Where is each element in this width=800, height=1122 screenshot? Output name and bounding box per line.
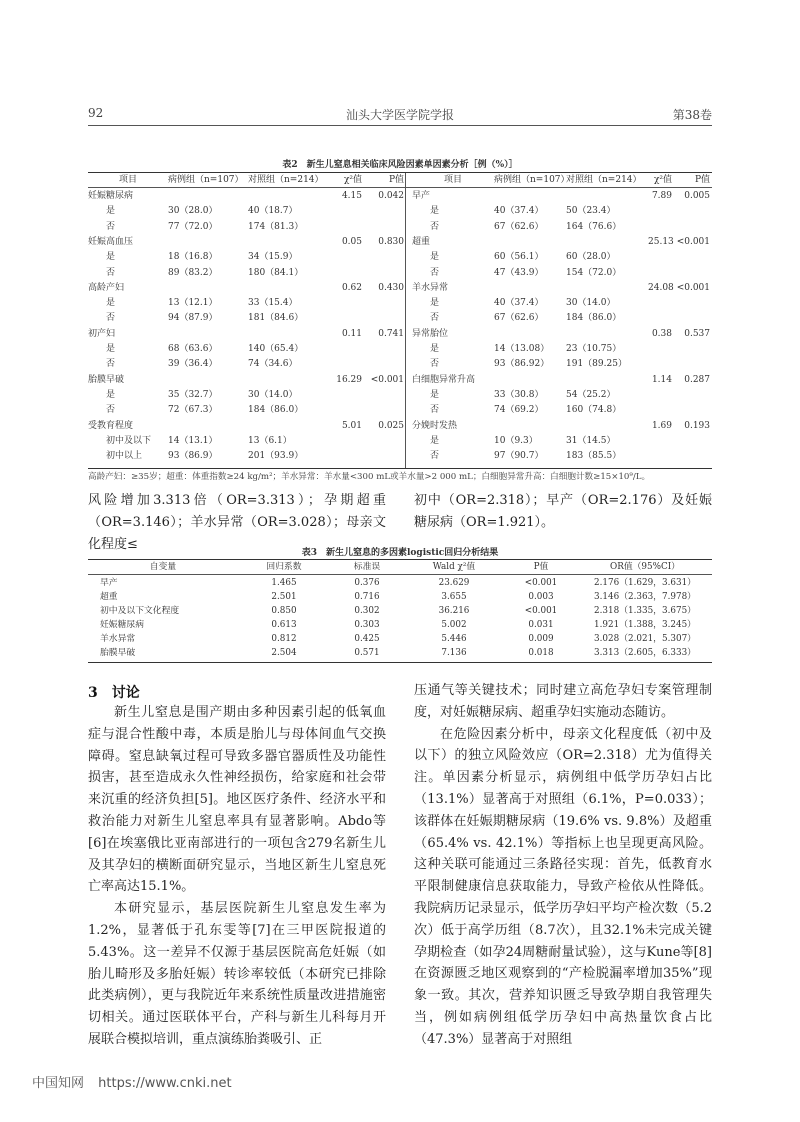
table2-cell: 10（9.3） [494, 435, 538, 446]
table2-cell: 否 [106, 221, 116, 232]
table2-cell: 否 [430, 267, 440, 278]
table2-cell: 0.287 [684, 374, 710, 385]
table2-cell: 5.01 [341, 420, 362, 431]
table2-row [0, 404, 800, 417]
table2-cell: 33（15.4） [248, 298, 298, 309]
table2-cell: 0.005 [684, 191, 710, 201]
discussion-right-column [414, 680, 712, 1051]
table2-cell: 93（86.9） [168, 451, 218, 462]
table2-cell: 14（13.1） [168, 435, 218, 446]
table2-cell: 是 [106, 344, 116, 354]
table2-cell: 初中以上 [106, 451, 143, 462]
table2-cell: 7.89 [651, 191, 672, 201]
table2-cell: 高龄产妇 [88, 282, 125, 293]
table3-row [88, 577, 712, 590]
table3-row [88, 633, 712, 646]
table3-row [88, 647, 712, 660]
table3-cell: 0.018 [528, 648, 554, 658]
table3-cell: 0.716 [354, 592, 380, 602]
table2-cell: 174（81.3） [248, 221, 304, 232]
table3-cell: 3.028（2.021，5.307） [594, 634, 696, 644]
table2-row [0, 312, 800, 325]
table2-row [0, 420, 800, 433]
table2-cell: 否 [430, 221, 440, 232]
table2-cell: 胎膜早破 [88, 374, 125, 385]
table2-cell: 13（12.1） [168, 298, 218, 309]
table3-cell: <0.001 [524, 606, 558, 616]
table3-top-rule [88, 559, 712, 560]
table2-cell: 0.38 [651, 328, 672, 339]
table2-cell: 超重 [412, 236, 431, 247]
table2-cell: 是 [106, 389, 116, 400]
table2-cell: 50（23.4） [566, 206, 616, 217]
table2-cell: 23（10.75） [566, 344, 622, 354]
table2-cell: 67（62.6） [494, 221, 544, 232]
table2-cell: 35（32.7） [168, 389, 218, 400]
table2-header-cell: P值 [388, 175, 404, 185]
page-number: 92 [88, 106, 104, 120]
discussion-para: 本研究显示，基层医院新生儿窒息发生率为1.2%，显著低于孔东雯等[7]在三甲医院报道的5.43%。这一差异不仅源于基层医院高危妊娠（如胎儿畸形及多胎妊娠）转诊率较低（本研究已排除此类病例），更与我院近年来系统性质量改进措施密切相关。通过医联体平台，产科与新生儿科每月开展联合模拟培训，重点演练胎粪吸引、正 [88, 901, 386, 1047]
table3-cell: 初中及以下文化程度 [100, 606, 180, 616]
table2-cell: 受教育程度 [88, 420, 134, 431]
table2-cell: 72（67.3） [168, 405, 218, 416]
table2-row [0, 282, 800, 295]
table2-cell: 24.08 [648, 282, 674, 293]
table2-cell: 40（18.7） [248, 206, 298, 217]
table2-cell: 1.14 [651, 374, 672, 385]
table3-cell: 0.031 [528, 620, 554, 630]
table2-cell: 否 [430, 313, 440, 324]
table2-header-cell: χ²值 [343, 175, 362, 185]
table2-cell: 154（72.0） [566, 267, 622, 278]
table2-cell: 77（72.0） [168, 221, 218, 232]
footer-site-name: 中国知网 [32, 1076, 85, 1091]
table2-cell: 4.15 [341, 191, 362, 201]
table3-cell: 0.376 [354, 578, 380, 588]
table2-cell: 0.830 [378, 236, 404, 247]
table2-cell: 0.025 [378, 420, 404, 431]
table2-row [0, 389, 800, 402]
table2-header-cell: χ²值 [653, 175, 672, 185]
table3-header-cell: 回归系数 [266, 562, 302, 572]
table3-cell: 0.613 [271, 620, 297, 630]
table3-cell: 2.504 [271, 648, 297, 658]
table2-note: 高龄产妇：≥35岁；超重：体重指数≥24 kg/m²；羊水异常：羊水量<300 mL或羊水量>2 000 mL；白细胞异常升高：白细胞计数≥15×10⁹/L。 [88, 472, 651, 482]
table2-cell: 25.13 [648, 236, 674, 247]
footer [32, 1072, 242, 1091]
table2-row [0, 374, 800, 387]
discussion-para: 在危险因素分析中，母亲文化程度低（初中及以下）的独立风险效应（OR=2.318）尤为值得关注。单因素分析显示，病例组中低学历孕妇占比（13.1%）显著高于对照组（6.1%，P=0.033）；该群体在妊娠期糖尿病（19.6% vs. 9.8%）及超重（65.4% vs. 42.1%）等指标上也呈现更高风险。这种关联可能通过三条路径实现：首先，低教育水平限制健康信息获取能力，导致产检依从性降低。我院病历记录显示，低学历孕妇平均产检次数（5.2次）低于高学历组（8.7次），且32.1%未完成关键孕期检查（如孕24周糖耐量试验），这与Kune等[8]在资源匮乏地区观察到的“产检脱漏率增加35%”现象一致。其次，营养知识匮乏导致孕期自我管理失当，例如病例组低学历孕妇中高热量饮食占比（47.3%）显著高于对照组 [414, 726, 712, 1047]
table2-cell: 羊水异常 [412, 282, 449, 293]
table2-cell: 31（14.5） [566, 435, 616, 446]
table2-cell: 40（37.4） [494, 298, 544, 309]
table2-cell: 74（69.2） [494, 405, 544, 416]
table2-header-cell: 对照组（n=214） [248, 175, 324, 185]
table2-cell: 白细胞异常升高 [412, 374, 476, 385]
table3-cell: 36.216 [438, 606, 470, 616]
table2-cell: 30（28.0） [168, 206, 218, 217]
table2-cell: <0.001 [370, 374, 404, 385]
table2-row [0, 435, 800, 448]
table3-header-cell: Wald χ²值 [432, 562, 476, 572]
table3-cell: 羊水异常 [100, 634, 136, 644]
table2-cell: 否 [106, 405, 116, 416]
table2-cell: 早产 [412, 191, 431, 201]
table2-cell: 180（84.1） [248, 267, 304, 278]
volume-label: 第38卷 [672, 108, 712, 122]
table2-cell: 94（87.9） [168, 313, 218, 324]
table2-cell: 是 [106, 298, 116, 309]
table2-bottom-rule [88, 468, 712, 469]
para-left-text: 风险增加3.313倍（OR=3.313）；孕期超重（OR=3.146）；羊水异常（OR=3.028）；母亲文化程度≤ [88, 493, 386, 552]
table2-cell: 183（85.5） [566, 451, 622, 462]
table2-row [0, 221, 800, 234]
table3-cell: 1.921（1.388，3.245） [594, 620, 696, 630]
table2-cell: 是 [430, 344, 440, 354]
table2-cell: 0.11 [341, 328, 362, 339]
table2-cell: 0.430 [378, 282, 404, 293]
table2-cell: 是 [430, 206, 440, 217]
table2-cell: 14（13.08） [494, 344, 550, 354]
table2-row [0, 190, 800, 203]
table3-cell: 3.146（2.363，7.978） [594, 592, 696, 602]
table3-cell: 0.571 [354, 648, 380, 658]
table2-cell: 33（30.8） [494, 389, 544, 400]
table2-header-cell: 对照组（n=214） [566, 175, 642, 185]
table2-row [0, 343, 800, 356]
table3-cell: 妊娠糖尿病 [100, 620, 144, 630]
table3-header-rule [88, 574, 712, 575]
table2-cell: 是 [430, 298, 440, 309]
table2-cell: 97（90.7） [494, 451, 544, 462]
table3-cell: 胎膜早破 [100, 648, 136, 658]
table2-cell: 34（15.9） [248, 252, 298, 263]
table2-cell: 16.29 [336, 374, 362, 385]
table2-cell: 30（14.0） [566, 298, 616, 309]
table2-cell: 181（84.6） [248, 313, 304, 324]
table3-bottom-rule [88, 662, 712, 663]
table2-cell: <0.001 [676, 282, 710, 293]
table3-cell: 2.501 [271, 592, 297, 602]
table2-row [0, 236, 800, 249]
table3-row [88, 619, 712, 632]
table2-cell: 40（37.4） [494, 206, 544, 217]
table2-cell: <0.001 [676, 236, 710, 247]
table2-cell: 妊娠高血压 [88, 236, 134, 247]
table3-row [88, 591, 712, 604]
table3-cell: 0.425 [354, 634, 380, 644]
table3-cell: 0.812 [271, 634, 297, 644]
table3-cell: 7.136 [441, 648, 467, 658]
table3-cell: 0.302 [354, 606, 380, 616]
table2-top-rule [88, 172, 712, 173]
table2-cell: 68（63.6） [168, 344, 218, 354]
table3-cell: 3.655 [441, 592, 467, 602]
table2-cell: 否 [106, 313, 116, 324]
table3-cell: 5.002 [441, 620, 467, 630]
table3-header-cell: OR值（95%CI） [610, 562, 680, 572]
table3-header-row [88, 561, 712, 574]
table2-cell: 分娩时发热 [412, 420, 458, 431]
table2-cell: 74（34.6） [248, 359, 298, 370]
table2-cell: 是 [430, 435, 440, 446]
table2-cell: 否 [430, 359, 440, 370]
para-right-continuation [414, 490, 712, 534]
table3-cell: 23.629 [438, 578, 470, 588]
table3-cell: 0.003 [528, 592, 554, 602]
para-right-text: 初中（OR=2.318）；早产（OR=2.176）及妊娠糖尿病（OR=1.921）。 [414, 493, 712, 530]
table2-row [0, 450, 800, 463]
table2-cell: 18（16.8） [168, 252, 218, 263]
table3-cell: 5.446 [441, 634, 467, 644]
table3-cell: <0.001 [524, 578, 558, 588]
table2-cell: 是 [430, 252, 440, 263]
table2-cell: 初中及以下 [106, 435, 152, 446]
table2-cell: 0.62 [341, 282, 362, 293]
discussion-left-column [88, 702, 386, 1051]
table2-cell: 否 [430, 451, 440, 462]
table2-cell: 140（65.4） [248, 344, 304, 354]
table3-cell: 2.318（1.335，3.675） [594, 606, 696, 616]
table2-cell: 0.193 [684, 420, 710, 431]
table2-cell: 201（93.9） [248, 451, 304, 462]
table2-cell: 是 [430, 389, 440, 400]
journal-title: 汕头大学医学院学报 [345, 108, 454, 122]
table3-cell: 1.465 [271, 578, 297, 588]
table2-row [0, 251, 800, 264]
table3-cell: 0.850 [271, 606, 297, 616]
table2-cell: 否 [106, 359, 116, 370]
table2-cell: 54（25.2） [566, 389, 616, 400]
table3-header-cell: P值 [533, 562, 549, 572]
table3-cell: 超重 [100, 592, 118, 602]
table2-cell: 67（62.6） [494, 313, 544, 324]
table2-cell: 否 [430, 405, 440, 416]
table2-cell: 89（83.2） [168, 267, 218, 278]
discussion-para: 新生儿窒息是围产期由多种因素引起的低氧血症与混合性酸中毒，本质是胎儿与母体间血气交换障碍。窒息缺氧过程可导致多器官器质性及功能性损害，甚至造成永久性神经损伤，给家庭和社会带来沉重的经济负担[5]。地区医疗条件、经济水平和救治能力对新生儿窒息率具有显著影响。Abdo等[6]在埃塞俄比亚南部进行的一项包含279名新生儿及其孕妇的横断面研究显示，当地区新生儿窒息死亡率高达15.1%。 [88, 705, 386, 895]
table2-header-cell: 项目 [443, 175, 462, 185]
table2-cell: 13（6.1） [248, 435, 292, 446]
table2-cell: 0.537 [684, 328, 710, 339]
table2-cell: 0.05 [341, 236, 362, 247]
table3-cell: 3.313（2.605，6.333） [594, 648, 696, 658]
table2-caption: 表2 新生儿窒息相关临床风险因素单因素分析［例（%）］ [282, 160, 518, 170]
table2-cell: 0.741 [378, 328, 404, 339]
table2-cell: 30（14.0） [248, 389, 298, 400]
table2-cell: 47（43.9） [494, 267, 544, 278]
table3-cell: 0.009 [528, 634, 554, 644]
table2-header-cell: P值 [694, 175, 710, 185]
table2-row [0, 297, 800, 310]
table3-header-cell: 标准误 [353, 562, 381, 572]
table3-cell: 早产 [100, 578, 118, 588]
table2-row [0, 358, 800, 371]
table2-cell: 60（28.0） [566, 252, 616, 263]
table2-cell: 39（36.4） [168, 359, 218, 370]
discussion-para: 压通气等关键技术；同时建立高危孕妇专案管理制度，对妊娠糖尿病、超重孕妇实施动态随访。 [414, 683, 712, 720]
table3-header-cell: 自变量 [149, 562, 177, 572]
table2-cell: 初产妇 [88, 328, 116, 339]
table2-row [0, 267, 800, 280]
table2-cell: 184（86.0） [248, 405, 304, 416]
footer-url[interactable]: https://www.cnki.net [98, 1076, 232, 1091]
table2-row [0, 328, 800, 341]
table3-caption: 表3 新生儿窒息的多因素logistic回归分析结果 [301, 548, 499, 558]
table2-header-rule [88, 187, 712, 188]
table2-cell: 184（86.0） [566, 313, 622, 324]
table2-cell: 否 [106, 267, 116, 278]
table2-cell: 164（76.6） [566, 221, 622, 232]
table2-cell: 妊娠糖尿病 [88, 191, 134, 201]
table2-header-row [0, 174, 800, 187]
table2-cell: 异常胎位 [412, 328, 449, 339]
section-title: 3 讨论 [88, 685, 140, 701]
table2-header-cell: 病例组（n=107） [494, 175, 570, 185]
table3-cell: 0.303 [354, 620, 380, 630]
table2-cell: 191（89.25） [566, 359, 627, 370]
table2-cell: 60（56.1） [494, 252, 544, 263]
table2-cell: 1.69 [651, 420, 672, 431]
table2-header-cell: 项目 [118, 175, 137, 185]
table2-cell: 是 [106, 252, 116, 263]
table2-row [0, 205, 800, 218]
table2-cell: 160（74.8） [566, 405, 622, 416]
table3-row [88, 605, 712, 618]
header-rule [88, 125, 712, 126]
table2-cell: 0.042 [378, 191, 404, 201]
table3-cell: 2.176（1.629，3.631） [594, 578, 696, 588]
table2-cell: 是 [106, 206, 116, 217]
table2-cell: 93（86.92） [494, 359, 550, 370]
table2-header-cell: 病例组（n=107） [168, 175, 244, 185]
